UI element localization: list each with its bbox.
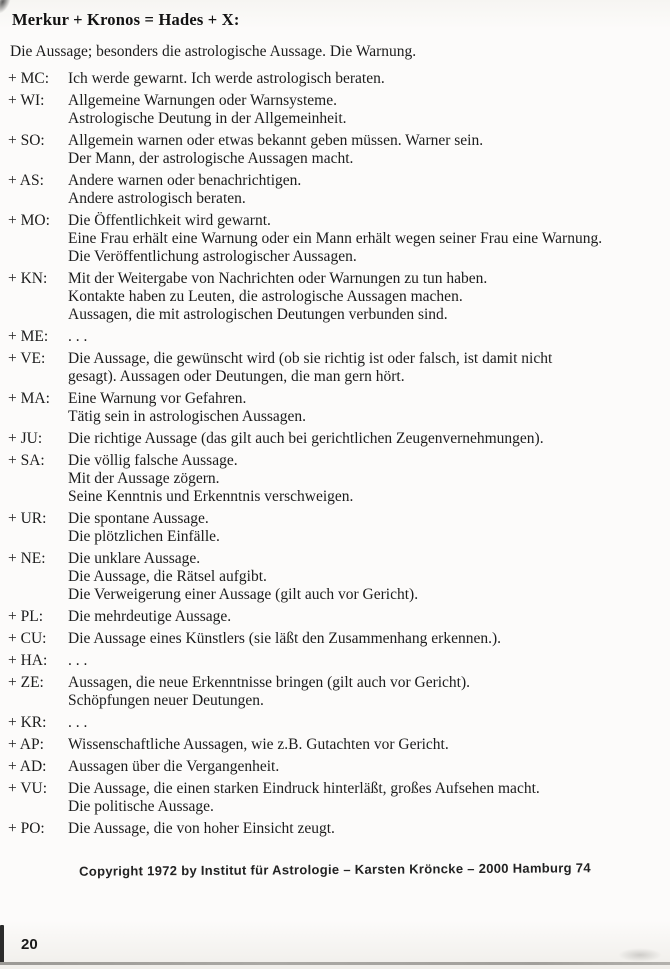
entry-lines [68,736,670,754]
entry-label: + AP: [8,736,44,753]
entry-row [8,452,670,506]
entry-row [8,132,670,168]
entry-label: + AD: [8,758,47,775]
entry-line: Die völlig falsche Aussage. [68,452,238,469]
entry-line: Tätig sein in astrologischen Aussagen. [68,408,307,425]
entry-lines [68,630,670,648]
entry-lines [68,820,670,838]
entry-label: + MC: [8,70,50,87]
entry-line: Die Aussage, die von hoher Einsicht zeugt. [68,820,335,837]
entry-row [8,780,670,816]
entry-label: + PO: [8,820,45,837]
entry-lines [68,714,670,732]
entry-lines [68,350,670,386]
entry-row [8,270,670,324]
entry-label: + NE: [8,550,46,567]
entry-label: + KN: [8,270,48,287]
entry-row [8,820,670,838]
entry-line: Ich werde gewarnt. Ich werde astrologisch beraten. [68,70,385,87]
entry-label: + VE: [8,350,46,367]
entry-label: + SO: [8,132,45,149]
entry-row [8,510,670,546]
entry-line: Die Öffentlichkeit wird gewarnt. [68,212,271,229]
entry-line: Die plötzlichen Einfälle. [68,528,220,545]
entry-lines [68,780,670,816]
page-title: Merkur + Kronos = Hades + X: [12,10,240,29]
entry-line: Schöpfungen neuer Deutungen. [68,692,264,709]
entry-label: + ME: [8,328,49,345]
entry-label: + AS: [8,172,44,189]
entry-lines [68,674,670,710]
entry-line: . . . [68,652,88,669]
entry-lines [68,172,670,208]
entry-line: Seine Kenntnis und Erkenntnis verschweigen. [68,488,354,505]
entry-lines [68,430,670,448]
entry-lines [68,652,670,670]
entry-line: Eine Frau erhält eine Warnung oder ein Mann erhält wegen seiner Frau eine Warnung. [68,230,603,247]
entry-row [8,736,670,754]
entry-row [8,172,670,208]
entry-label: + CU: [8,630,47,647]
entry-label: + WI: [8,92,45,109]
entry-label: + JU: [8,430,43,447]
entry-lines [68,132,670,168]
entry-label: + UR: [8,510,47,527]
entry-lines [68,390,670,426]
entry-row [8,328,670,346]
entry-lines [68,92,670,128]
entry-row [8,212,670,266]
entry-label: + MA: [8,390,50,407]
entry-lines [68,70,670,88]
entry-line: Aussagen, die neue Erkenntnisse bringen (gilt auch vor Gericht). [68,674,471,691]
entry-lines [68,510,670,546]
entry-line: Kontakte haben zu Leuten, die astrologische Aussagen machen. [68,288,463,305]
entry-row [8,758,670,776]
entry-lines [68,212,670,266]
entry-line: Die mehrdeutige Aussage. [68,608,232,625]
entry-line: Die richtige Aussage (das gilt auch bei gerichtlichen Zeugenvernehmungen). [68,430,544,447]
entry-line: Die Veröffentlichung astrologischer Aussagen. [68,248,357,265]
entry-lines [68,452,670,506]
entry-line: Die Aussage, die Rätsel aufgibt. [68,568,267,585]
entry-label: + KR: [8,714,47,731]
entry-lines [68,758,670,776]
entry-line: Der Mann, der astrologische Aussagen macht. [68,150,354,167]
entry-row [8,350,670,386]
entry-lines [68,608,670,626]
entry-row [8,550,670,604]
entry-label: + HA: [8,652,48,669]
entry-line: Aussagen, die mit astrologischen Deutungen verbunden sind. [68,306,448,323]
entry-row [8,70,670,88]
entry-row [8,674,670,710]
entry-line: Die unklare Aussage. [68,550,201,567]
entry-lines [68,328,670,346]
entry-label: + MO: [8,212,50,229]
entry-row [8,630,670,648]
scan-artifact-bottom-edge [0,962,670,965]
entry-row [8,430,670,448]
entry-line: Allgemein warnen oder etwas bekannt geben müssen. Warner sein. [68,132,484,149]
entry-line: Die Aussage eines Künstlers (sie läßt den Zusammenhang erkennen.). [68,630,502,647]
copyright-line: Copyright 1972 by Institut für Astrologie – Karsten Kröncke – 2000 Hamburg 74 [79,860,591,879]
entry-row [8,652,670,670]
entry-line: Allgemeine Warnungen oder Warnsysteme. [68,92,337,109]
entry-label: + ZE: [8,674,44,691]
entry-line: gesagt). Aussagen oder Deutungen, die man gern hört. [68,368,405,385]
entry-line: Andere astrologisch beraten. [68,190,246,207]
entry-line: Andere warnen oder benachrichtigen. [68,172,302,189]
entry-line: Die Aussage, die einen starken Eindruck hinterläßt, großes Aufsehen macht. [68,780,540,797]
entry-row [8,92,670,128]
entry-line: Mit der Aussage zögern. [68,470,220,487]
entry-row [8,714,670,732]
entry-line: Wissenschaftliche Aussagen, wie z.B. Gutachten vor Gericht. [68,736,449,753]
scan-artifact-right-smudge [618,948,662,962]
entry-label: + SA: [8,452,45,469]
entry-line: Die spontane Aussage. [68,510,209,527]
scan-artifact-left-bar [0,925,4,963]
entry-line: Die politische Aussage. [68,798,214,815]
entry-label: + VU: [8,780,48,797]
page-number: 20 [21,936,38,953]
entry-line: . . . [68,714,88,731]
entry-row [8,608,670,626]
entry-lines [68,270,670,324]
entry-label: + PL: [8,608,44,625]
entry-row [8,390,670,426]
entry-line: Die Aussage, die gewünscht wird (ob sie richtig ist oder falsch, ist damit nicht [68,350,553,367]
entry-line: . . . [68,328,88,345]
entry-line: Eine Warnung vor Gefahren. [68,390,247,407]
entry-line: Mit der Weitergabe von Nachrichten oder Warnungen zu tun haben. [68,270,488,287]
entry-line: Aussagen über die Vergangenheit. [68,758,280,775]
entry-list [8,70,670,838]
intro-text: Die Aussage; besonders die astrologische Aussage. Die Warnung. [10,43,417,60]
entry-line: Astrologische Deutung in der Allgemeinheit. [68,110,347,127]
entry-lines [68,550,670,604]
entry-line: Die Verweigerung einer Aussage (gilt auch vor Gericht). [68,586,419,603]
